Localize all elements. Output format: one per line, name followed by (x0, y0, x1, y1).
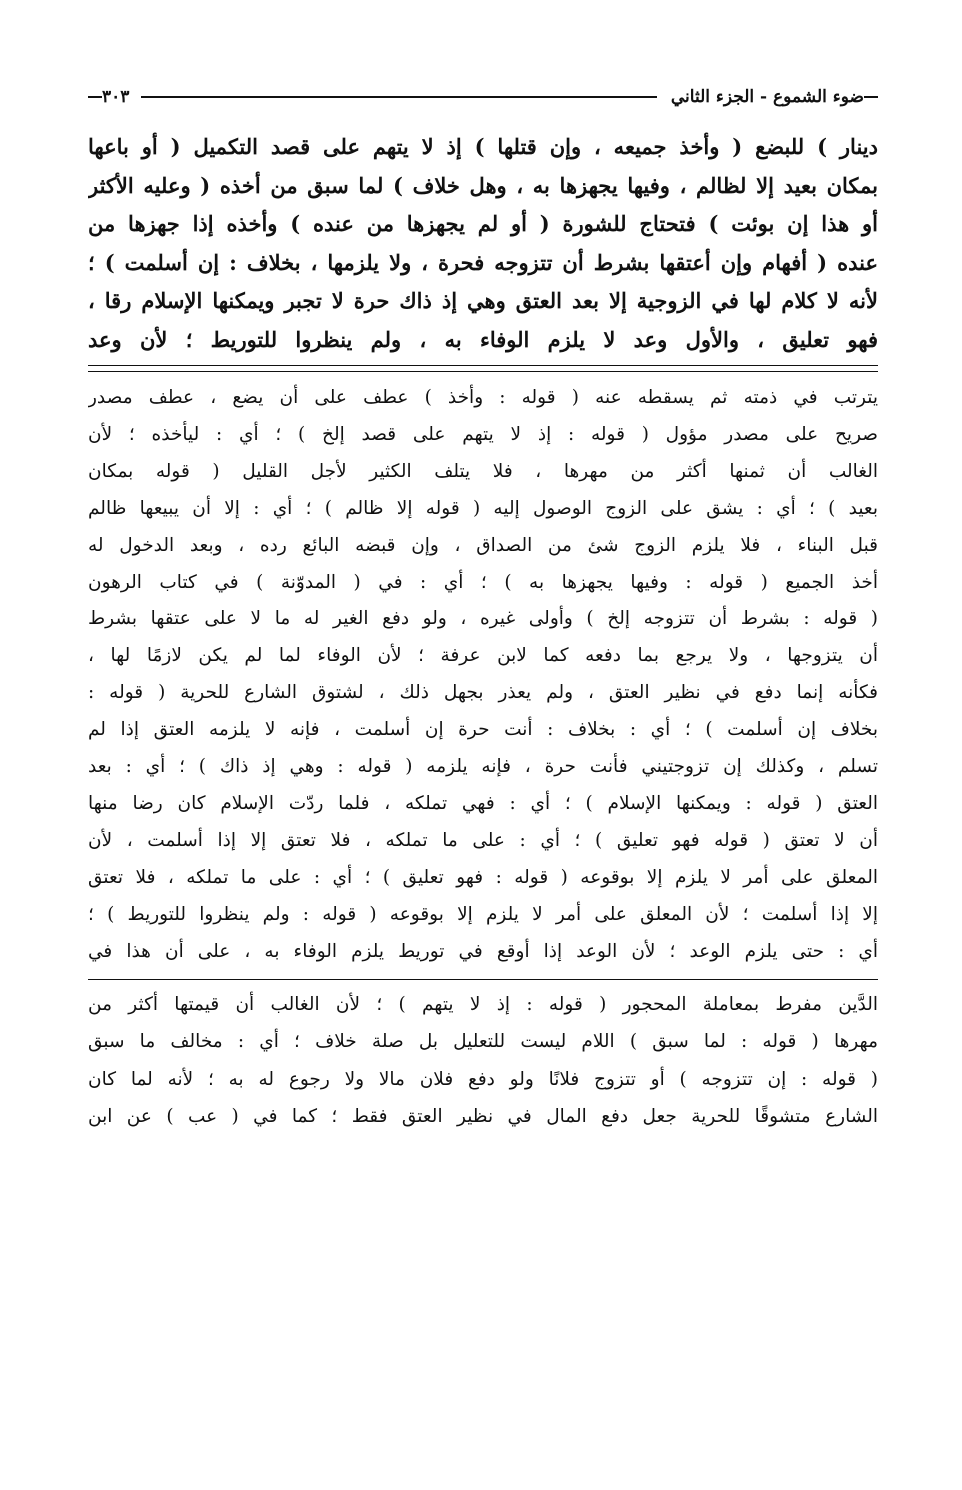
commentary-line: أن يتزوجها ، ولا يرجع بما دفعه كما لابن عرفة ؛ لأن الوفاء لما لم يكن لازمًا لها ، (88, 645, 878, 667)
commentary-line: العتق ( قوله : ويمكنها الإسلام ) ؛ أي : فهي تملكه ، فلما ردّت الإسلام كان رضا منها (88, 792, 878, 814)
commentary-line: إلا إذا أسلمت ؛ لأن المعلق على أمر لا يلزم إلا بوقوعه ( قوله : ولم ينظروا للتوريط ) ؛ (88, 903, 878, 925)
commentary-line: فكأنه إنما دفع في نظير العتق ، ولم يعذر بجهل ذلك ، لشتوق الشارع للحرية ( قوله : (88, 682, 878, 704)
page-number: ٣٠٣ (102, 87, 130, 107)
commentary-line: بخلاف إن أسلمت ) ؛ أي : بخلاف : أنت حرة إن أسلمت ، فإنه لا يلزمه العتق إذا لم (88, 719, 878, 741)
commentary-line: أخذ الجميع ( قوله : وفيها يجهزها به ) ؛ أي : في ( المدوّنة ) في كتاب الرهون (88, 571, 878, 593)
commentary-line: بعيد ) ؛ أي : يشق على الزوج الوصول إليه ( قوله إلا ظالم ) ؛ أي : إلا أن يبيعها ظالم (88, 497, 878, 519)
footnote-separator (88, 979, 878, 980)
commentary-line: صريح على مصدر مؤول ( قوله : إذ لا يتهم على قصد إلخ ) ؛ أي : ليأخذه ؛ لأن (88, 423, 878, 445)
footnote-line: ( قوله : إن تتزوجه ) أو تتزوج فلانًا ولو دفع فلان مالا ولا رجوع له به ؛ لأنه لما كان (88, 1068, 878, 1090)
header-title: ضوء الشموع - الجزء الثاني (670, 87, 864, 107)
commentary-line: المعلق على أمر لا يلزم إلا بوقوعه ( قوله : فهو تعليق ) ؛ أي : على ما تملكه ، فلا تعتق (88, 866, 878, 888)
commentary-line: أن لا تعتق ( قوله فهو تعليق ) ؛ أي : على ما تملكه ، فلا تعتق إلا إذا أسلمت ، لأن (88, 829, 878, 851)
main-text-line: أو هذا إن بوئت ) فتحتاج للشورة ( أو لم يجهزها من عنده ) وأخذه إذا جهزها من (88, 211, 878, 236)
main-text-line: عنده ( أفهام وإن أعتقها بشرط أن تتزوجه فحرة ، ولا يلزمها ، بخلاف : إن أسلمت ) ؛ (88, 249, 878, 275)
footnote-line: مهرها ( قوله : لما سبق ) اللام ليست للتعليل بل صلة خلاف ؛ أي : مخالف ما سبق (88, 1031, 878, 1052)
book-page (88, 80, 878, 1136)
commentary-line: يترتب في ذمته ثم يسقطه عنه ( قوله : وأخذ ) عطف على أن يضع ، عطف مصدر (88, 387, 878, 408)
main-text-line: لأنه لا كلام لها في الزوجية إلا بعد العتق وهي إذ ذاك حرة لا تجبر ويمكنها الإسلام رقا ، (88, 288, 878, 313)
commentary-line: الغالب أن ثمنها أكثر من مهرها ، فلا يتلف الكثير لأجل القليل ( قوله بمكان (88, 460, 878, 482)
header-rule (141, 96, 656, 98)
main-text-line: فهو تعليق ، والأول وعد لا يلزم الوفاء به ، ولم ينظروا للتوريط ؛ لأن وعد (88, 326, 878, 352)
main-text-line: بمكان بعيد إلا لظالم ، وفيها يجهزها به ، وهل خلاف ) لما سبق من أخذه ( وعليه الأكثر (88, 172, 878, 198)
footnote-block (88, 986, 878, 1136)
footnote-line: الدَّين مفرط بمعاملة المحجور ( قوله : إذ لا يتهم ) ؛ لأن الغالب أن قيمتها أكثر من (88, 993, 878, 1015)
main-text-block (88, 128, 878, 359)
header-left-dash (88, 96, 102, 98)
main-text-line: دينار ) للبضع ( وأخذ جميعه ، وإن قتلها ) إذ لا يتهم على قصد التكميل ( أو باعها (88, 134, 878, 159)
footnote-line: الشارع متشوقًا للحرية جعل دفع المال في نظير العتق فقط ؛ كما في ( عب ) عن ابن (88, 1106, 878, 1127)
main-text-separator (88, 365, 878, 372)
commentary-line: ( قوله : بشرط أن تتزوجه إلخ ) وأولى غيره ، ولو دفع الغير له ما لا على عتقها بشرط (88, 608, 878, 630)
commentary-line: قبل البناء ، فلا يلزم الزوج شئ من الصداق ، وإن قبضه البائع رده ، وبعد الدخول له (88, 534, 878, 556)
commentary-line: تسلم ، وكذلك إن تزوجتيني فأنت حرة ، فإنه يلزمه ( قوله : وهي إذ ذاك ) ؛ أي : بعد (88, 756, 878, 778)
commentary-line: أي : حتى يلزم الوعد ؛ لأن الوعد إذا أوقع في توريط يلزم الوفاء به ، على أن هذا في (88, 940, 878, 962)
running-header (88, 80, 878, 114)
commentary-block (88, 380, 878, 971)
header-right-dash (864, 96, 878, 98)
